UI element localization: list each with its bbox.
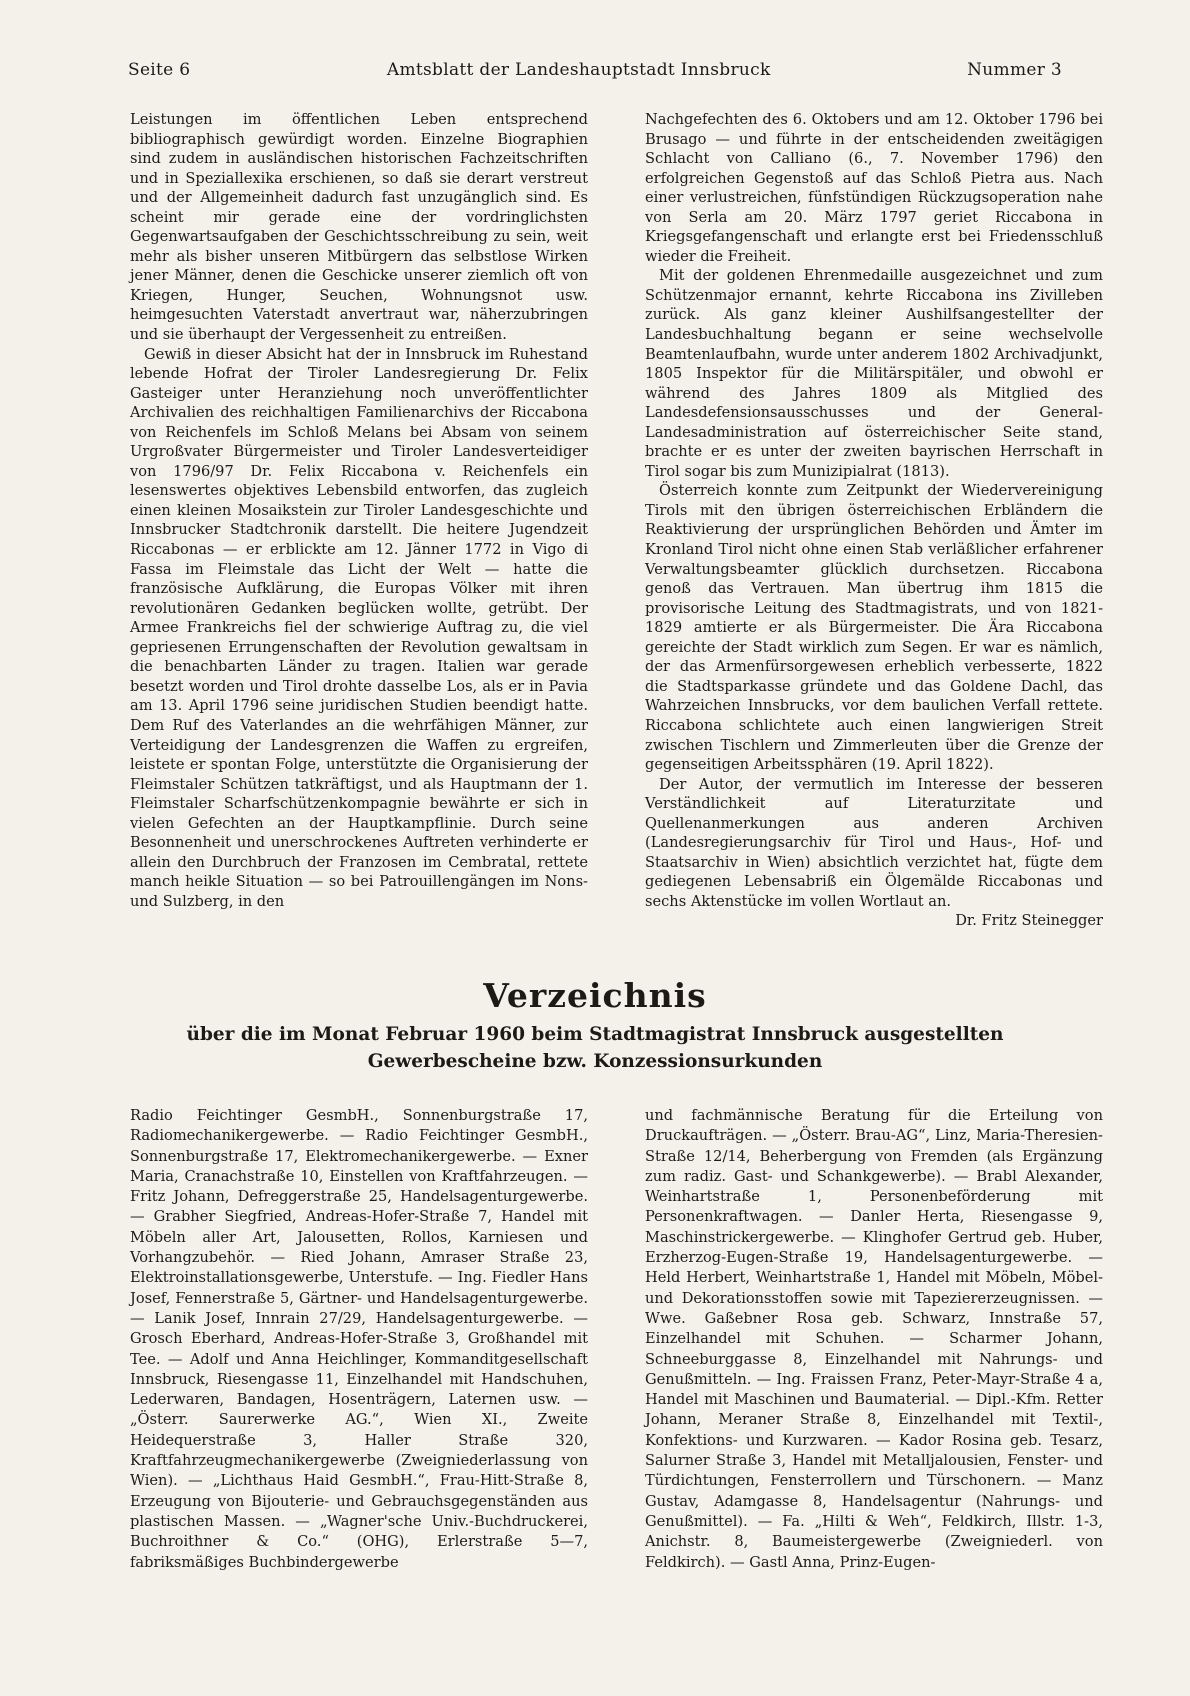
article-signature: Dr. Fritz Steinegger <box>955 912 1103 930</box>
article-paragraph: Österreich konnte zum Zeitpunkt der Wiedervereinigung Tirols mit den übrigen österreichischen Erbländern die Reaktivierung der ursprünglichen Behörden und Ämter im Kronland Tirol nicht ohne einen Stab verläßlicher erfahrener Verwaltungsbeamter glücklich durchsetzen. Riccabona genoß das Vertrauen. Man übertrug ihm 1815 die provisorische Leitung des Stadtmagistrats, und von 1821-1829 amtierte er als Bürgermeister. Die Ära Riccabona gereichte der Stadt wirklich zum Segen. Er war es nämlich, der das Armenfürsorgewesen erheblich verbesserte, 1822 die Stadtsparkasse gründete und das Goldene Dachl, das Wahrzeichen Innsbrucks, vor dem baulichen Verfall rettete. Riccabona schlichtete auch einen langwierigen Streit zwischen Tischlern und Zimmerleuten über die Grenze der gegenseitigen Arbeitssphären (19. April 1822). <box>645 482 1103 774</box>
listing-subtitle-line-1: über die im Monat Februar 1960 beim Stadtmagistrat Innsbruck ausgestellten <box>186 1024 1004 1045</box>
listing-subtitle-line-2: Gewerbescheine bzw. Konzessionsurkunden <box>367 1051 823 1072</box>
article-column-left <box>130 110 588 911</box>
page-header <box>128 60 1062 86</box>
article-paragraph: Der Autor, der vermutlich im Interesse der besseren Verständlichkeit auf Literaturzitate und Quellenanmerkungen aus anderen Archiven (Landesregierungsarchiv für Tirol und Haus-, Hof- und Staatsarchiv in Wien) absichtlich verzichtet hat, fügte dem gediegenen Lebensabriß ein Ölgemälde Riccabonas und sechs Aktenstücke im vollen Wortlaut an. <box>645 775 1103 910</box>
article-paragraph: Mit der goldenen Ehrenmedaille ausgezeichnet und zum Schützenmajor ernannt, kehrte Riccabona ins Zivilleben zurück. Als ganz kleiner Aushilfsangestellter der Landesbuchhaltung begann er seine wechselvolle Beamtenlaufbahn, wurde unter anderem 1802 Archivadjunkt, 1805 Inspektor für die Militärspitäler, und obwohl er während des Jahres 1809 als Mitglied des Landesdefensionsausschusses und der General-Landesadministration auf österreichischer Seite stand, brachte er es unter der zweiten bayrischen Herrschaft in Tirol sogar bis zum Munizipialrat (1813). <box>645 267 1103 480</box>
issue-number: Nummer 3 <box>967 60 1062 80</box>
article-paragraph: Gewiß in dieser Absicht hat der in Innsbruck im Ruhestand lebende Hofrat der Tiroler Landesregierung Dr. Felix Gasteiger unter Heranziehung noch unveröffentlichter Archivalien des reichhaltigen Familienarchivs der Riccabona von Reichenfels im Schloß Melans bei Absam von seinem Urgroßvater Bürgermeister und Tiroler Landesverteidiger von 1796/97 Dr. Felix Riccabona v. Reichenfels ein lesenswertes objektives Lebensbild entworfen, das zugleich einen kleinen Mosaikstein zur Tiroler Landesgeschichte und Innsbrucker Stadtchronik darstellt. Die heitere Jugendzeit Riccabonas — er erblickte am 12. Jänner 1772 in Vigo di Fassa im Fleimstale das Licht der Welt — hatte die französische Aufklärung, die Europas Völker mit ihren revolutionären Gedanken beglücken wollte, getrübt. Der Armee Frankreichs fiel der schwierige Auftrag zu, die viel gepriesenen Errungenschaften der Revolution gewaltsam in die benachbarten Länder zu tragen. Italien war gerade besetzt worden und Tirol drohte dasselbe Los, als er in Pavia am 13. April 1796 seine juridischen Studien beendigt hatte. Dem Ruf des Vaterlandes an die wehrfähigen Männer, zur Verteidigung der Landesgrenzen die Waffen zu ergreifen, leistete er spontan Folge, unterstützte die Organisierung der Fleimstaler Schützen tatkräftigst, und als Hauptmann der 1. Fleimstaler Scharfschützenkompagnie bewährte er sich in vielen Gefechten an der Hauptkampflinie. Durch seine Besonnenheit und unerschrockenes Auftreten verhinderte er allein den Durchbruch der Franzosen im Cembratal, rettete manch heikle Situation — so bei Patrouillengängen im Nons- und Sulzberg, in den <box>130 345 588 910</box>
article-column-right <box>645 110 1103 931</box>
publication-title: Amtsblatt der Landeshauptstadt Innsbruck <box>386 60 771 80</box>
listing-column-left <box>130 1106 588 1573</box>
article-paragraph: Nachgefechten des 6. Oktobers und am 12. Oktober 1796 bei Brusago — und führte in der entscheidenden zweitägigen Schlacht von Calliano (6., 7. November 1796) den erfolgreichen Gegenstoß auf das Schloß Pietra aus. Nach einer verlustreichen, fünfstündigen Rückzugsoperation nahe von Serla am 20. März 1797 geriet Riccabona in Kriegsgefangenschaft und erlangte erst bei Friedensschluß wieder die Freiheit. <box>645 111 1103 265</box>
listing-entries: Radio Feichtinger GesmbH., Sonnenburgstraße 17, Radiomechanikergewerbe. — Radio Feichtinger GesmbH., Sonnenburgstraße 17, Elektromechanikergewerbe. — Exner Maria, Cranachstraße 10, Einstellen von Kraftfahrzeugen. — Fritz Johann, Defreggerstraße 25, Handelsagenturgewerbe. — Grabher Siegfried, Andreas-Hofer-Straße 7, Handel mit Möbeln aller Art, Jalousetten, Rollos, Karniesen und Vorhangzubehör. — Ried Johann, Amraser Straße 23, Elektroinstallationsgewerbe, Unterstufe. — Ing. Fiedler Hans Josef, Fennerstraße 5, Gärtner- und Handelsagenturgewerbe. — Lanik Josef, Innrain 27/29, Handelsagenturgewerbe. — Grosch Eberhard, Andreas-Hofer-Straße 3, Großhandel mit Tee. — Adolf und Anna Heichlinger, Kommanditgesellschaft Innsbruck, Riesengasse 11, Einzelhandel mit Handschuhen, Lederwaren, Bandagen, Hosenträgern, Laternen usw. — „Österr. Saurerwerke AG.“, Wien XI., Zweite Heidequerstraße 3, Haller Straße 320, Kraftfahrzeugmechanikergewerbe (Zweigniederlassung von Wien). — „Lichthaus Haid GesmbH.“, Frau-Hitt-Straße 8, Erzeugung von Bijouterie- und Gebrauchsgegenständen aus plastischen Massen. — „Wagner'sche Univ.-Buchdruckerei, Buchroithner & Co.“ (OHG), Erlerstraße 5—7, fabriksmäßiges Buchbindergewerbe <box>130 1107 588 1571</box>
page-number: Seite 6 <box>128 60 191 80</box>
listing-entries: und fachmännische Beratung für die Erteilung von Druckaufträgen. — „Österr. Brau-AG“, Linz, Maria-Theresien-Straße 12/14, Beherbergung von Fremden (als Ergänzung zum radiz. Gast- und Schankgewerbe). — Brabl Alexander, Weinhartstraße 1, Personenbeförderung mit Personenkraftwagen. — Danler Herta, Riesengasse 9, Maschinstrickergewerbe. — Klinghofer Gertrud geb. Huber, Erzherzog-Eugen-Straße 19, Handelsagenturgewerbe. — Held Herbert, Weinhartstraße 1, Handel mit Möbeln, Möbel- und Dekorationsstoffen sowie mit Tapeziererzeugnissen. — Wwe. Gaßebner Rosa geb. Schwarz, Innstraße 57, Einzelhandel mit Schuhen. — Scharmer Johann, Schneeburggasse 8, Einzelhandel mit Nahrungs- und Genußmitteln. — Ing. Fraissen Franz, Peter-Mayr-Straße 4 a, Handel mit Maschinen und Baumaterial. — Dipl.-Kfm. Retter Johann, Meraner Straße 8, Einzelhandel mit Textil-, Konfektions- und Kurzwaren. — Kador Rosina geb. Tesarz, Salurner Straße 3, Handel mit Metalljalousien, Fenster- und Türdichtungen, Fensterrollern und Türschonern. — Manz Gustav, Adamgasse 8, Handelsagentur (Nahrungs- und Genußmittel). — Fa. „Hilti & Weh“, Feldkirch, Illstr. 1-3, Anichstr. 8, Baumeistergewerbe (Zweigniederl. von Feldkirch). — Gastl Anna, Prinz-Eugen- <box>645 1107 1103 1571</box>
listing-column-right <box>645 1106 1103 1573</box>
article-paragraph: Leistungen im öffentlichen Leben entsprechend bibliographisch gewürdigt worden. Einzelne Biographien sind zudem in ausländischen historischen Fachzeitschriften und in Speziallexika erschienen, so daß sie derart verstreut und der Allgemeinheit dadurch fast unzugänglich sind. Es scheint mir gerade eine der vordringlichsten Gegenwartsaufgaben der Geschichtsschreibung zu sein, weit mehr als bisher unseren Mitbürgern das selbstlose Wirken jener Männer, denen die Geschicke unserer ziemlich oft von Kriegen, Hunger, Seuchen, Wohnungsnot usw. heimgesuchten Vaterstadt anvertraut war, näherzubringen und sie überhaupt der Vergessenheit zu entreißen. <box>130 111 588 344</box>
listing-title: Verzeichnis <box>483 976 707 1015</box>
